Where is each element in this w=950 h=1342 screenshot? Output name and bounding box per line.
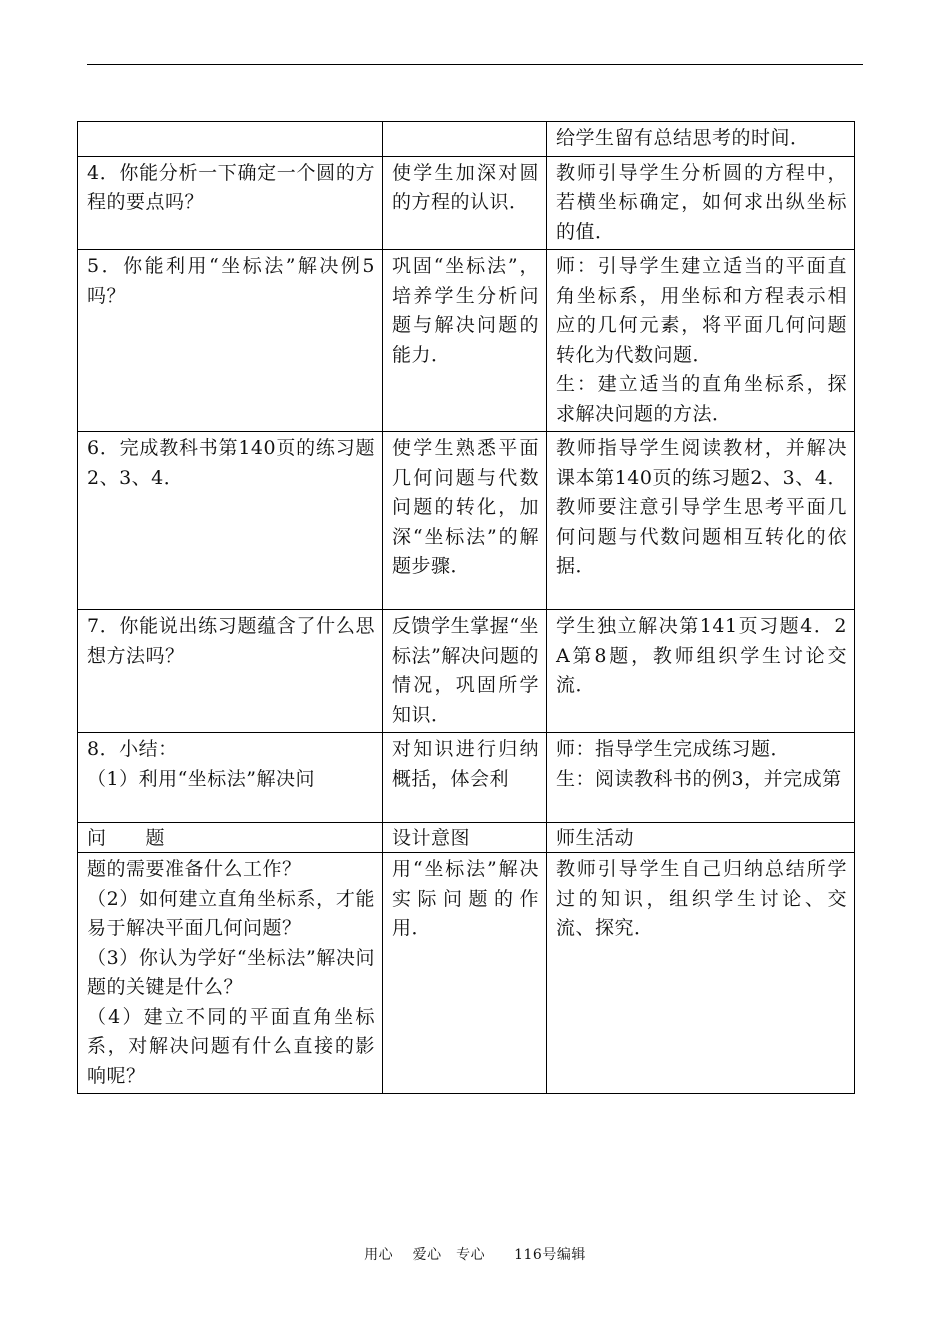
- question-cell: [78, 733, 383, 823]
- header-rule: [87, 64, 863, 65]
- lesson-table: [77, 121, 855, 1094]
- question-cell: [78, 122, 383, 157]
- activity-cell: 教师引导学生自己归纳总结所学过的知识，组织学生讨论、交流、探究．: [547, 853, 855, 1094]
- teacher-activity: 师：引导学生建立适当的平面直角坐标系，用坐标和方程表示相应的几何元素，将平面几何问题转化为代数问题．: [556, 255, 847, 366]
- column-header-question: 问 题: [78, 823, 383, 853]
- question-cell: [78, 853, 383, 1094]
- table-row: [78, 610, 855, 733]
- intent-cell: 使学生加深对圆的方程的认识．: [383, 156, 547, 250]
- summary-item: （3）你认为学好“坐标法”解决问题的关键是什么？: [87, 946, 375, 998]
- table-header-row: [78, 823, 855, 853]
- intent-cell: 巩固“坐标法”，培养学生分析问题与解决问题的能力．: [383, 250, 547, 432]
- intent-cell: 使学生熟悉平面几何问题与代数问题的转化，加深“坐标法”的解题步骤．: [383, 432, 547, 610]
- summary-item: （4）建立不同的平面直角坐标系，对解决问题有什么直接的影响呢？: [87, 1005, 375, 1087]
- teacher-activity: 师：指导学生完成练习题．: [556, 738, 791, 760]
- summary-heading: 8．小结：: [87, 738, 178, 760]
- table-row: [78, 122, 855, 157]
- intent-cell: [383, 122, 547, 157]
- activity-cell: [547, 733, 855, 823]
- summary-item: （2）如何建立直角坐标系，才能易于解决平面几何问题？: [87, 887, 375, 939]
- question-cell: 5．你能利用“坐标法”解决例5吗？: [78, 250, 383, 432]
- summary-item: 题的需要准备什么工作？: [87, 858, 302, 880]
- table-row: [78, 733, 855, 823]
- activity-cell: 给学生留有总结思考的时间．: [547, 122, 855, 157]
- question-cell: 4．你能分析一下确定一个圆的方程的要点吗？: [78, 156, 383, 250]
- intent-cell: 反馈学生掌握“坐标法”解决问题的情况，巩固所学知识．: [383, 610, 547, 733]
- student-activity: 生：阅读教科书的例3，并完成第: [556, 767, 842, 790]
- activity-cell: [547, 250, 855, 432]
- table-row: [78, 432, 855, 610]
- page-footer: [0, 1244, 950, 1264]
- intent-cell: 用“坐标法”解决实际问题的作用．: [383, 853, 547, 1094]
- summary-item: （1）利用“坐标法”解决问: [87, 767, 316, 790]
- table-row: [78, 853, 855, 1094]
- column-header-activity: 师生活动: [547, 823, 855, 853]
- footer-text: 用心 爱心 专心 116号编辑: [364, 1247, 586, 1263]
- table-row: [78, 250, 855, 432]
- student-activity: 生：建立适当的直角坐标系，探求解决问题的方法．: [556, 373, 847, 425]
- activity-cell: 学生独立解决第141页习题4．2A第8题，教师组织学生讨论交流．: [547, 610, 855, 733]
- table-row: [78, 156, 855, 250]
- activity-cell: 教师指导学生阅读教材，并解决课本第140页的练习题2、3、4．教师要注意引导学生思考平面几何问题与代数问题相互转化的依据．: [547, 432, 855, 610]
- column-header-intent: 设计意图: [383, 823, 547, 853]
- question-cell: 7．你能说出练习题蕴含了什么思想方法吗？: [78, 610, 383, 733]
- intent-cell: 对知识进行归纳概括，体会利: [383, 733, 547, 823]
- activity-cell: 教师引导学生分析圆的方程中，若横坐标确定，如何求出纵坐标的值．: [547, 156, 855, 250]
- question-cell: 6．完成教科书第140页的练习题2、3、4．: [78, 432, 383, 610]
